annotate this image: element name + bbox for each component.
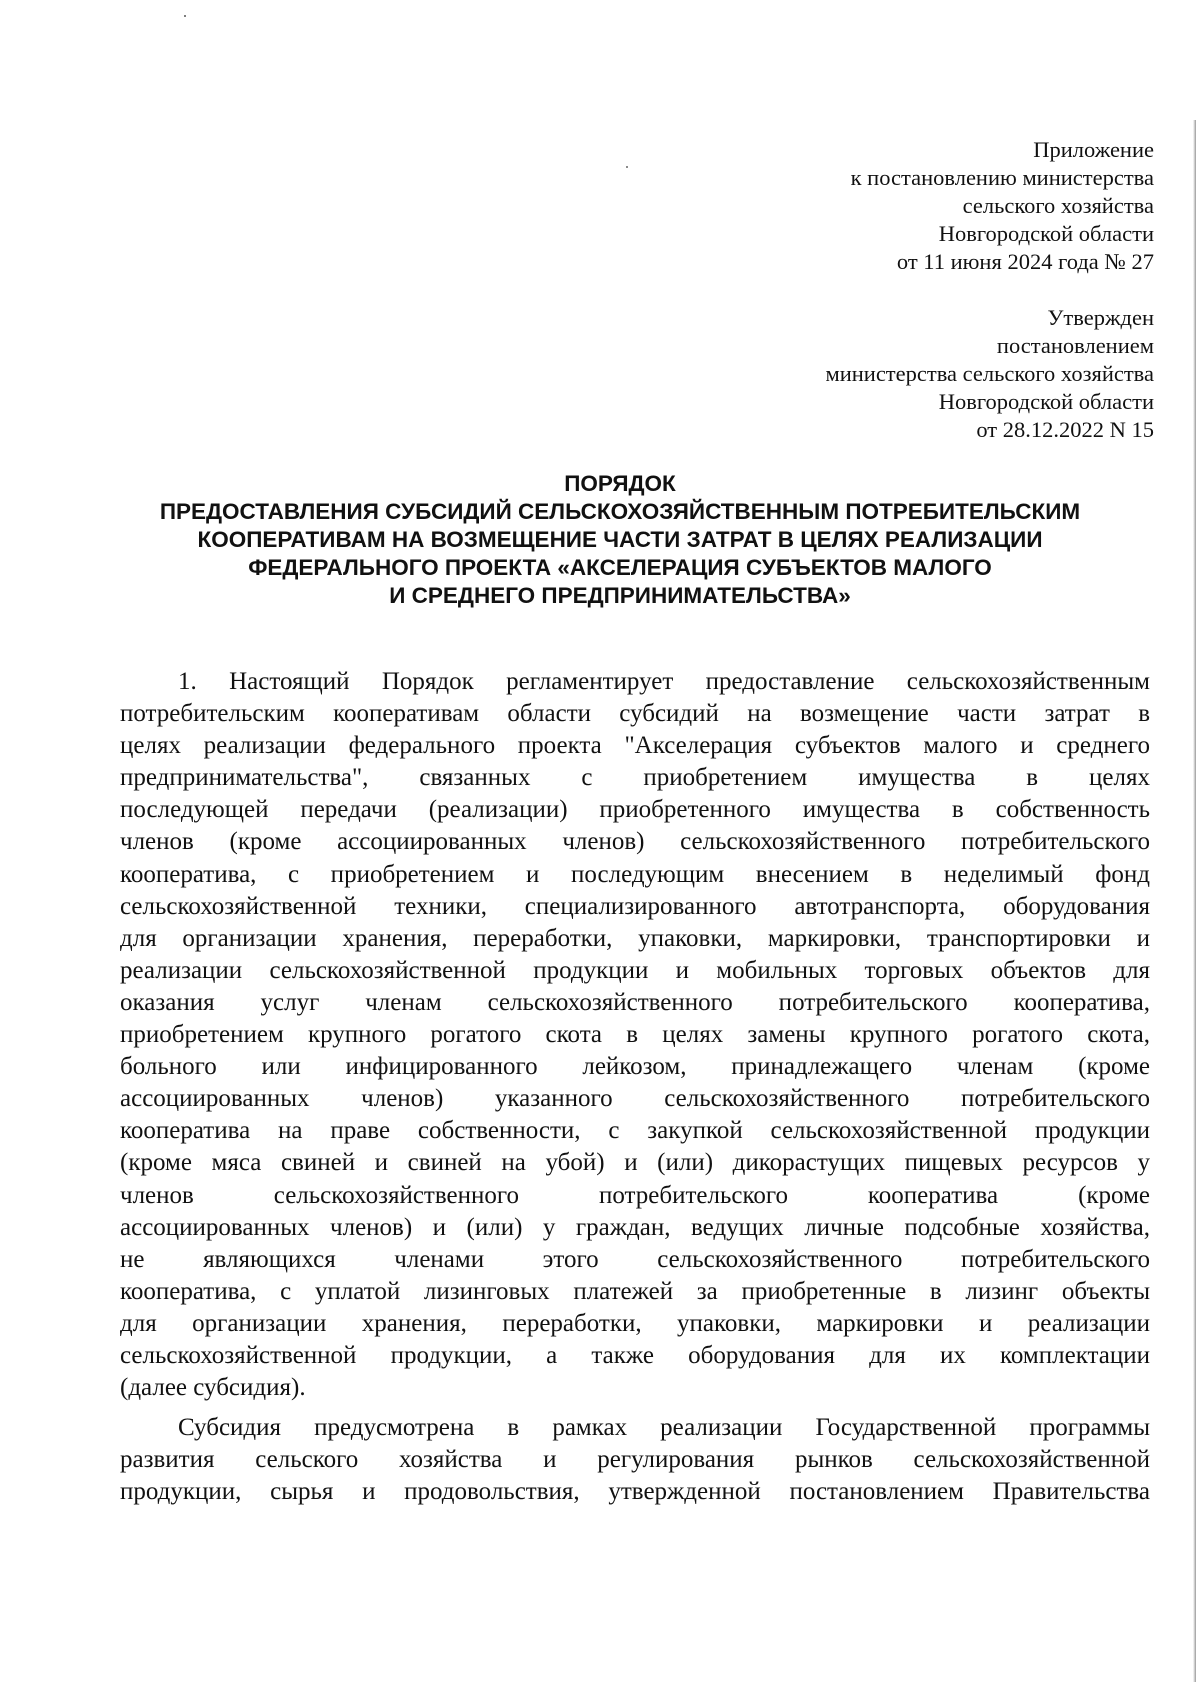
- text-line: сельскохозяйственной техники, специализированного автотранспорта, оборудования: [120, 892, 1150, 920]
- text-line: кооператива, с приобретением и последующим внесением в неделимый фонд: [120, 860, 1150, 888]
- scan-speck: [184, 15, 186, 17]
- text-line: членов (кроме ассоциированных членов) сельскохозяйственного потребительского: [120, 828, 1150, 856]
- text-line: для организации хранения, переработки, упаковки, маркировки и реализации: [120, 1309, 1150, 1337]
- approval-date-line: от 28.12.2022 N 15: [976, 417, 1154, 442]
- title-line: ФЕДЕРАЛЬНОГО ПРОЕКТА «АКСЕЛЕРАЦИЯ СУБЪЕКТОВ МАЛОГО: [248, 555, 992, 580]
- approval-line: постановлением: [996, 333, 1154, 358]
- text-line: больного или инфицированного лейкозом, принадлежащего членам (кроме: [120, 1053, 1150, 1081]
- attachment-header: [594, 136, 1154, 276]
- approval-line: Утвержден: [1047, 305, 1154, 330]
- text-line: кооператива, с уплатой лизинговых платежей за приобретенные в лизинг объекты: [120, 1277, 1150, 1305]
- document-title: [120, 470, 1120, 610]
- title-line: КООПЕРАТИВАМ НА ВОЗМЕЩЕНИЕ ЧАСТИ ЗАТРАТ В ЦЕЛЯХ РЕАЛИЗАЦИИ: [197, 527, 1043, 552]
- text-line: реализации сельскохозяйственной продукции и мобильных торговых объектов для: [120, 956, 1150, 984]
- text-line: 1. Настоящий Порядок регламентирует предоставление сельскохозяйственным: [178, 668, 1150, 695]
- text-line: ассоциированных членов) указанного сельскохозяйственного потребительского: [120, 1085, 1150, 1113]
- approval-line: Новгородской области: [938, 389, 1154, 414]
- paragraph-1: [120, 666, 1150, 1404]
- title-line: И СРЕДНЕГО ПРЕДПРИНИМАТЕЛЬСТВА»: [389, 583, 851, 608]
- text-line: для организации хранения, переработки, упаковки, маркировки, транспортировки и: [120, 924, 1150, 952]
- text-line: потребительским кооперативам области субсидий на возмещение части затрат в: [120, 700, 1150, 728]
- text-line: Субсидия предусмотрена в рамках реализации Государственной программы: [178, 1414, 1150, 1442]
- text-line: не являющихся членами этого сельскохозяйственного потребительского: [120, 1245, 1150, 1273]
- text-line: сельскохозяйственной продукции, а также оборудования для их комплектации: [120, 1341, 1150, 1369]
- text-line: кооператива на праве собственности, с закупкой сельскохозяйственной продукции: [120, 1117, 1150, 1145]
- text-line: последующей передачи (реализации) приобретенного имущества в собственность: [120, 796, 1150, 824]
- text-line: оказания услуг членам сельскохозяйственного потребительского кооператива,: [120, 988, 1150, 1016]
- document-body: [120, 666, 1150, 1508]
- text-line: продукции, сырья и продовольствия, утвержденной постановлением Правительства: [120, 1478, 1150, 1506]
- attachment-line: к постановлению министерства: [850, 165, 1154, 190]
- text-line: предпринимательства", связанных с приобретением имущества в целях: [120, 764, 1150, 792]
- text-line: (далее субсидия).: [120, 1374, 306, 1402]
- text-line: ассоциированных членов) и (или) у граждан, ведущих личные подсобные хозяйства,: [120, 1213, 1150, 1241]
- text-line: целях реализации федерального проекта "Акселерация субъектов малого и среднего: [120, 732, 1150, 760]
- title-line: ПОРЯДОК: [564, 471, 676, 496]
- attachment-date-line: от 11 июня 2024 года № 27: [896, 249, 1154, 274]
- text-line: (кроме мяса свиней и свиней на убой) и (или) дикорастущих пищевых ресурсов у: [120, 1149, 1150, 1177]
- title-line: ПРЕДОСТАВЛЕНИЯ СУБСИДИЙ СЕЛЬСКОХОЗЯЙСТВЕННЫМ ПОТРЕБИТЕЛЬСКИМ: [159, 499, 1081, 524]
- paragraph-2: [120, 1412, 1150, 1508]
- text-line: приобретением крупного рогатого скота в целях замены крупного рогатого скота,: [120, 1021, 1150, 1049]
- approval-header: [594, 304, 1154, 444]
- attachment-line: сельского хозяйства: [962, 193, 1154, 218]
- approval-line: министерства сельского хозяйства: [825, 361, 1154, 386]
- text-line: членов сельскохозяйственного потребительского кооператива (кроме: [120, 1181, 1150, 1209]
- attachment-line: Новгородской области: [938, 221, 1154, 246]
- text-line: развития сельского хозяйства и регулирования рынков сельскохозяйственной: [120, 1446, 1150, 1474]
- scan-page-edge: [1193, 120, 1196, 1682]
- attachment-line: Приложение: [1033, 137, 1154, 162]
